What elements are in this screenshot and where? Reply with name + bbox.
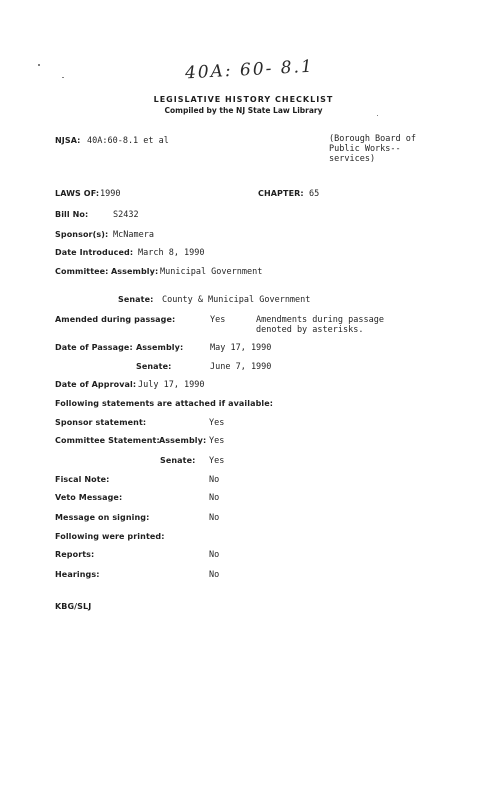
amended-note-line-2: denoted by asterisks. — [256, 325, 364, 335]
message-on-signing-value: No — [209, 513, 220, 523]
njsa-description-line-1: (Borough Board of — [329, 134, 416, 144]
sponsors-value: McNamera — [113, 230, 154, 240]
hearings-label: Hearings: — [55, 570, 100, 579]
amended-note-line-1: Amendments during passage — [256, 315, 384, 325]
handwritten-file-number: 40A: 60- 8.1 — [184, 56, 315, 84]
laws-of-label: LAWS OF: — [55, 189, 100, 198]
fiscal-note-value: No — [209, 475, 220, 485]
committee-assembly-label: Assembly: — [111, 267, 159, 276]
date-of-approval-label: Date of Approval: — [55, 380, 137, 389]
committee-assembly-value: Municipal Government — [160, 267, 263, 277]
passage-senate-value: June 7, 1990 — [210, 362, 272, 372]
date-introduced-label: Date Introduced: — [55, 248, 134, 257]
printed-heading: Following were printed: — [55, 532, 165, 541]
chapter-value: 65 — [309, 189, 320, 199]
committee-statement-assembly-value: Yes — [209, 436, 225, 446]
njsa-label: NJSA: — [55, 136, 81, 145]
njsa-description-line-3: services) — [329, 154, 376, 164]
bill-no-label: Bill No: — [55, 210, 89, 219]
document-title: LEGISLATIVE HISTORY CHECKLIST — [153, 95, 334, 104]
scan-speck — [377, 115, 378, 116]
amended-label: Amended during passage: — [55, 315, 176, 324]
bill-no-value: S2432 — [113, 210, 139, 220]
hearings-value: No — [209, 570, 220, 580]
njsa-description-line-2: Public Works-- — [329, 144, 401, 154]
scan-speck — [38, 64, 40, 66]
message-on-signing-label: Message on signing: — [55, 513, 150, 522]
njsa-value: 40A:60-8.1 et al — [87, 136, 169, 146]
chapter-label: CHAPTER: — [258, 189, 304, 198]
scan-speck — [62, 77, 64, 78]
amended-value: Yes — [210, 315, 226, 325]
committee-statement-senate-value: Yes — [209, 456, 225, 466]
date-of-passage-label: Date of Passage: — [55, 343, 133, 352]
committee-statement-senate-label: Senate: — [160, 456, 196, 465]
committee-senate-value: County & Municipal Government — [162, 295, 311, 305]
veto-message-label: Veto Message: — [55, 493, 123, 502]
laws-of-value: 1990 — [100, 189, 121, 199]
veto-message-value: No — [209, 493, 220, 503]
committee-statement-assembly-label: Assembly: — [159, 436, 207, 445]
passage-assembly-label: Assembly: — [136, 343, 184, 352]
reports-label: Reports: — [55, 550, 95, 559]
sponsor-statement-label: Sponsor statement: — [55, 418, 147, 427]
reports-value: No — [209, 550, 220, 560]
document-subtitle: Compiled by the NJ State Law Library — [164, 106, 323, 115]
committee-senate-label: Senate: — [118, 295, 154, 304]
date-of-approval-value: July 17, 1990 — [138, 380, 205, 390]
sponsor-statement-value: Yes — [209, 418, 225, 428]
sponsors-label: Sponsor(s): — [55, 230, 109, 239]
statements-heading: Following statements are attached if available: — [55, 399, 274, 408]
footer-initials: KBG/SLJ — [55, 602, 92, 611]
fiscal-note-label: Fiscal Note: — [55, 475, 110, 484]
date-introduced-value: March 8, 1990 — [138, 248, 205, 258]
passage-assembly-value: May 17, 1990 — [210, 343, 272, 353]
committee-label: Committee: — [55, 267, 109, 276]
committee-statement-label: Committee Statement: — [55, 436, 160, 445]
passage-senate-label: Senate: — [136, 362, 172, 371]
